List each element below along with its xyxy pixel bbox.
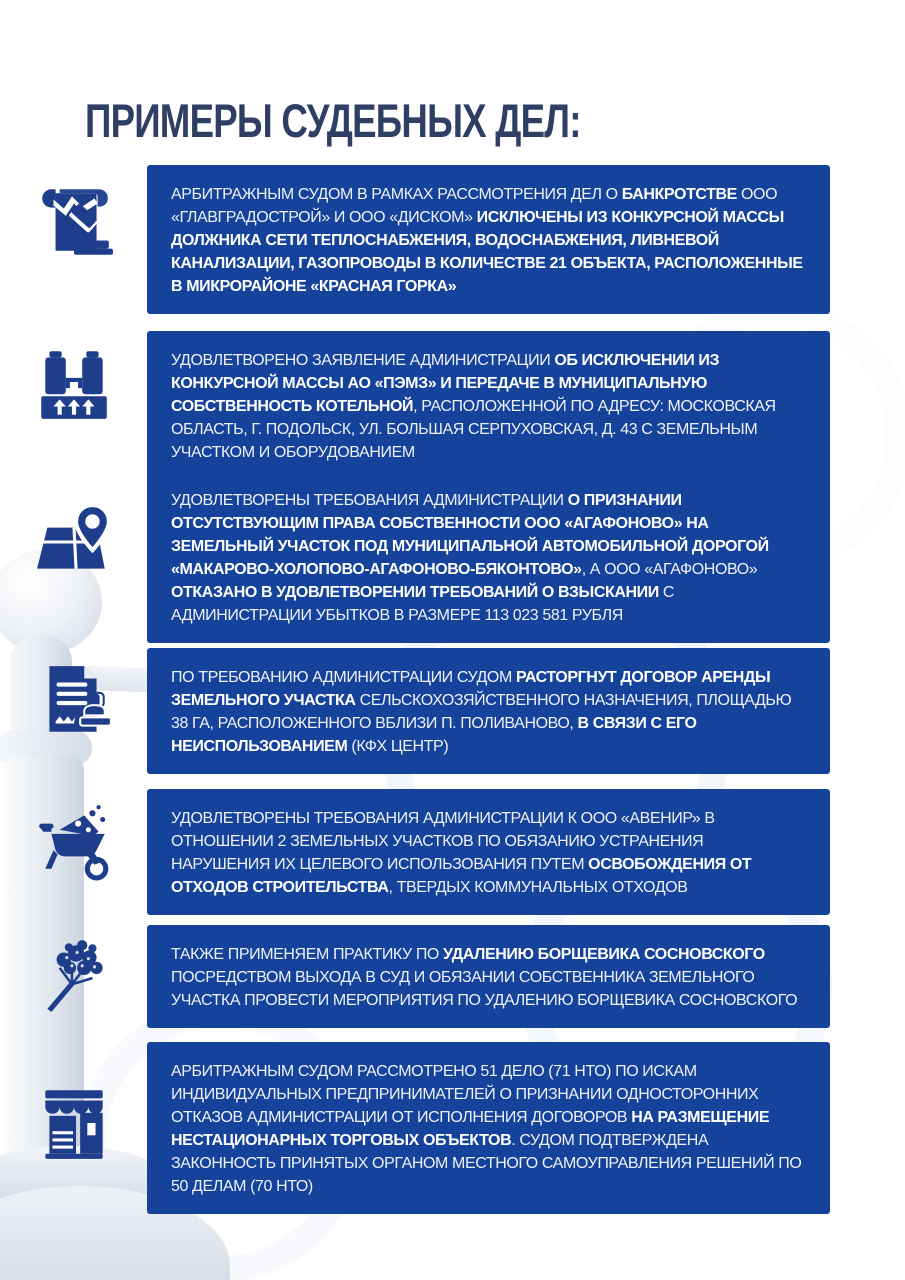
page-title: ПРИМЕРЫ СУДЕБНЫХ ДЕЛ: xyxy=(85,94,581,148)
case-box xyxy=(147,789,830,915)
case-row-7 xyxy=(0,1042,830,1214)
wheelbarrow-waste-icon xyxy=(33,799,115,881)
case-icon-col xyxy=(0,471,147,643)
case-box xyxy=(147,648,830,774)
hogweed-plant-icon xyxy=(33,933,115,1015)
case-box xyxy=(147,165,830,314)
gavel-scroll-icon xyxy=(33,181,115,263)
case-icon-col xyxy=(0,925,147,1028)
case-text: УДОВЛЕТВОРЕНЫ ТРЕБОВАНИЯ АДМИНИСТРАЦИИ К ООО «АВЕНИР» В ОТНОШЕНИИ 2 ЗЕМЕЛЬНЫХ УЧАСТКОВ ПО ОБЯЗАНИЮ УСТРАНЕНИЯ НАРУШЕНИЯ ИХ ЦЕЛЕВОГО ИСПОЛЬЗОВАНИЯ ПУТЕМ ОСВОБОЖДЕНИЯ ОТ ОТХОДОВ СТРОИТЕЛЬСТВА, ТВЕРДЫХ КОММУНАЛЬНЫХ ОТХОДОВ xyxy=(171,810,752,896)
case-box xyxy=(147,925,830,1028)
case-text: ПО ТРЕБОВАНИЮ АДМИНИСТРАЦИИ СУДОМ РАСТОРГНУТ ДОГОВОР АРЕНДЫ ЗЕМЕЛЬНОГО УЧАСТКА СЕЛЬСКОХОЗЯЙСТВЕННОГО НАЗНАЧЕНИЯ, ПЛОЩАДЬЮ 38 ГА, РАСПОЛОЖЕННОГО ВБЛИЗИ П. ПОЛИВАНОВО, В СВЯЗИ С ЕГО НЕИСПОЛЬЗОВАНИЕМ (КФХ ЦЕНТР) xyxy=(171,669,792,755)
boiler-plant-icon xyxy=(33,343,115,425)
case-box xyxy=(147,1042,830,1214)
case-row-3 xyxy=(0,471,830,643)
case-text: ТАКЖЕ ПРИМЕНЯЕМ ПРАКТИКУ ПО УДАЛЕНИЮ БОРЩЕВИКА СОСНОВСКОГО ПОСРЕДСТВОМ ВЫХОДА В СУД И ОБЯЗАНИИ СОБСТВЕННИКА ЗЕМЕЛЬНОГО УЧАСТКА ПРОВЕСТИ МЕРОПРИЯТИЯ ПО УДАЛЕНИЮ БОРЩЕВИКА СОСНОВСКОГО xyxy=(171,946,798,1009)
kiosk-storefront-icon xyxy=(33,1082,115,1164)
case-row-5 xyxy=(0,789,830,915)
case-box xyxy=(147,331,830,480)
case-icon-col xyxy=(0,789,147,915)
contract-stamp-icon xyxy=(33,660,115,742)
case-icon-col xyxy=(0,648,147,774)
case-box xyxy=(147,471,830,643)
case-text: АРБИТРАЖНЫМ СУДОМ РАССМОТРЕНО 51 ДЕЛО (71 НТО) ПО ИСКАМ ИНДИВИДУАЛЬНЫХ ПРЕДПРИНИМАТЕЛЕЙ О ПРИЗНАНИИ ОДНОСТОРОННИХ ОТКАЗОВ АДМИНИСТРАЦИИ ОТ ИСПОЛНЕНИЯ ДОГОВОРОВ НА РАЗМЕЩЕНИЕ НЕСТАЦИОНАРНЫХ ТОРГОВЫХ ОБЪЕКТОВ. СУДОМ ПОДТВЕРЖДЕНА ЗАКОННОСТЬ ПРИНЯТЫХ ОРГАНОМ МЕСТНОГО САМОУПРАВЛЕНИЯ РЕШЕНИЙ ПО 50 ДЕЛАМ (70 НТО) xyxy=(171,1063,802,1195)
case-icon-col xyxy=(0,1042,147,1214)
land-plot-pin-icon xyxy=(33,501,115,583)
case-row-1 xyxy=(0,165,830,314)
case-text: АРБИТРАЖНЫМ СУДОМ В РАМКАХ РАССМОТРЕНИЯ ДЕЛ О БАНКРОТСТВЕ ООО «ГЛАВГРАДОСТРОЙ» И ООО «ДИСКОМ» ИСКЛЮЧЕНЫ ИЗ КОНКУРСНОЙ МАССЫ ДОЛЖНИКА СЕТИ ТЕПЛОСНАБЖЕНИЯ, ВОДОСНАБЖЕНИЯ, ЛИВНЕВОЙ КАНАЛИЗАЦИИ, ГАЗОПРОВОДЫ В КОЛИЧЕСТВЕ 21 ОБЪЕКТА, РАСПОЛОЖЕННЫЕ В МИКРОРАЙОНЕ «КРАСНАЯ ГОРКА» xyxy=(171,186,803,295)
case-row-6 xyxy=(0,925,830,1028)
case-text: УДОВЛЕТВОРЕНЫ ТРЕБОВАНИЯ АДМИНИСТРАЦИИ О ПРИЗНАНИИ ОТСУТСТВУЮЩИМ ПРАВА СОБСТВЕННОСТИ ООО «АГАФОНОВО» НА ЗЕМЕЛЬНЫЙ УЧАСТОК ПОД МУНИЦИПАЛЬНОЙ АВТОМОБИЛЬНОЙ ДОРОГОЙ «МАКАРОВО-ХОЛОПОВО-АГАФОНОВО-БЯКОНТОВО», А ООО «АГАФОНОВО» ОТКАЗАНО В УДОВЛЕТВОРЕНИИ ТРЕБОВАНИЙ О ВЗЫСКАНИИ С АДМИНИСТРАЦИИ УБЫТКОВ В РАЗМЕРЕ 113 023 581 РУБЛЯ xyxy=(171,492,769,624)
case-row-2 xyxy=(0,331,830,480)
case-icon-col xyxy=(0,331,147,480)
case-text: УДОВЛЕТВОРЕНО ЗАЯВЛЕНИЕ АДМИНИСТРАЦИИ ОБ ИСКЛЮЧЕНИИ ИЗ КОНКУРСНОЙ МАССЫ АО «ПЭМЗ» И ПЕРЕДАЧЕ В МУНИЦИПАЛЬНУЮ СОБСТВЕННОСТЬ КОТЕЛЬНОЙ, РАСПОЛОЖЕННОЙ ПО АДРЕСУ: МОСКОВСКАЯ ОБЛАСТЬ, Г. ПОДОЛЬСК, УЛ. БОЛЬШАЯ СЕРПУХОВСКАЯ, Д. 43 С ЗЕМЕЛЬНЫМ УЧАСТКОМ И ОБОРУДОВАНИЕМ xyxy=(171,352,776,461)
case-icon-col xyxy=(0,165,147,314)
case-row-4 xyxy=(0,648,830,774)
